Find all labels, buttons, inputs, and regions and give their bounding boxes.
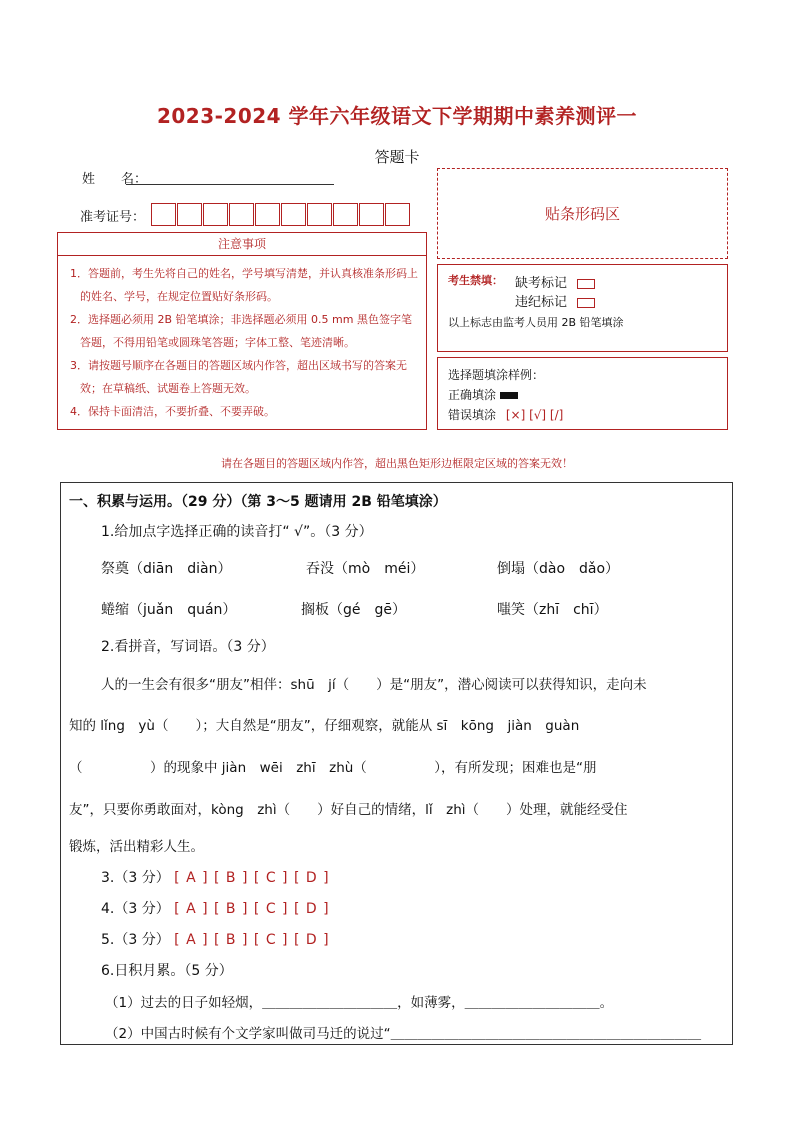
question-3-options[interactable]: [ A ] [ B ] [ C ] [ D ] [174, 870, 330, 886]
question-6-1[interactable]: （1）过去的日子如轻烟，＿＿＿＿＿＿＿＿＿＿，如薄雾，＿＿＿＿＿＿＿＿＿＿。 [105, 995, 614, 1011]
barcode-label: 贴条形码区 [544, 205, 620, 223]
note-item: 1．答题前，考生先将自己的姓名，学号填写清楚，并认真核准条形码上的姓名、学号，在规定位置贴好条形码。 [70, 267, 418, 303]
pinyin-item: 蜷缩（juǎn quán） [101, 602, 237, 618]
notes-list [58, 256, 426, 423]
id-digit-box[interactable] [203, 203, 228, 226]
note-item: 3．请按题号顺序在各题目的答题区域内作答，超出区域书写的答案无效；在草稿纸、试题卷上答题无效。 [70, 359, 407, 395]
page-subtitle: 答题卡 [374, 148, 420, 166]
name-field[interactable] [126, 183, 334, 185]
notes-box [57, 232, 427, 430]
question-5-options[interactable]: [ A ] [ B ] [ C ] [ D ] [174, 932, 330, 948]
pinyin-item: 吞没（mò méi） [306, 561, 425, 577]
question-1: 1.给加点字选择正确的读音打“ √”。（3 分） [101, 524, 373, 540]
id-digit-box[interactable] [177, 203, 202, 226]
pinyin-item: 祭奠（diān diàn） [101, 561, 232, 577]
note-item: 2．选择题必须用 2B 铅笔填涂；非选择题必须用 0.5 mm 黑色签字笔答题，不得用铅笔或圆珠笔答题；字体工整、笔迹清晰。 [70, 313, 412, 349]
id-boxes [151, 203, 411, 226]
fill-sample-box [437, 357, 728, 430]
question-4-label: 4.（3 分） [101, 901, 170, 917]
passage-line: （ ）的现象中 jiàn wēi zhī zhù（ ），有所发现；困难也是“朋 [69, 760, 597, 776]
warning-text: 请在各题目的答题区域内作答，超出黑色矩形边框限定区域的答案无效！ [221, 457, 573, 470]
question-5-label: 5.（3 分） [101, 932, 170, 948]
absent-mark[interactable] [577, 279, 595, 289]
question-3-row [101, 867, 330, 887]
id-digit-box[interactable] [385, 203, 410, 226]
forbidden-label: 考生禁填： [448, 274, 503, 287]
passage-line: 锻炼，活出精彩人生。 [69, 839, 204, 855]
violation-label: 违纪标记 [515, 295, 568, 310]
section-heading: 一、积累与运用。（29 分）（第 3～5 题请用 2B 铅笔填涂） [69, 494, 447, 510]
fill-sample-label: 选择题填涂样例： [448, 368, 545, 382]
id-label: 准考证号： [80, 210, 146, 225]
name-label: 姓 名： [82, 172, 148, 187]
page-title: 2023-2024 学年六年级语文下学期期中素养测评一 [156, 104, 638, 128]
wrong-fill-label: 错误填涂 [448, 408, 497, 422]
barcode-area [437, 168, 728, 259]
question-4-row [101, 898, 330, 918]
forbidden-note: 以上标志由监考人员用 2B 铅笔填涂 [448, 316, 624, 329]
wrong-fill-marks: [×] [√] [/] [505, 408, 564, 422]
passage-line: 人的一生会有很多“朋友”相伴：shū jí（ ）是“朋友”，潜心阅读可以获得知识，走向未 [101, 677, 647, 693]
id-digit-box[interactable] [281, 203, 306, 226]
id-digit-box[interactable] [307, 203, 332, 226]
note-item: 4．保持卡面清洁，不要折叠、不要弄破。 [70, 405, 275, 418]
passage-line: 友”，只要你勇敢面对，kòng zhì（ ）好自己的情绪，lǐ zhì（ ）处理，就能经受住 [69, 802, 628, 818]
id-digit-box[interactable] [255, 203, 280, 226]
forbidden-box [437, 264, 728, 352]
passage-line: 知的 lǐng yù（ ）；大自然是“朋友”，仔细观察，就能从 sī kōng jiàn guàn [69, 718, 580, 734]
correct-fill-sample [500, 392, 518, 399]
violation-mark[interactable] [577, 298, 595, 308]
question-5-row [101, 929, 330, 949]
notes-heading: 注意事项 [58, 233, 426, 256]
pinyin-item: 搁板（gé gē） [301, 602, 406, 618]
question-3-label: 3.（3 分） [101, 870, 170, 886]
absent-label: 缺考标记 [515, 276, 568, 291]
pinyin-item: 倒塌（dào dǎo） [497, 561, 620, 577]
question-6-2[interactable]: （2）中国古时候有个文学家叫做司马迁的说过“＿＿＿＿＿＿＿＿＿＿＿＿＿＿＿＿＿＿＿＿＿＿＿ [105, 1026, 702, 1042]
question-6: 6.日积月累。（5 分） [101, 963, 233, 979]
question-4-options[interactable]: [ A ] [ B ] [ C ] [ D ] [174, 901, 330, 917]
id-digit-box[interactable] [229, 203, 254, 226]
question-2: 2.看拼音，写词语。（3 分） [101, 639, 275, 655]
id-digit-box[interactable] [359, 203, 384, 226]
pinyin-item: 嗤笑（zhī chī） [497, 602, 608, 618]
id-digit-box[interactable] [333, 203, 358, 226]
id-digit-box[interactable] [151, 203, 176, 226]
correct-fill-label: 正确填涂 [448, 388, 497, 402]
answer-area [60, 482, 733, 1045]
